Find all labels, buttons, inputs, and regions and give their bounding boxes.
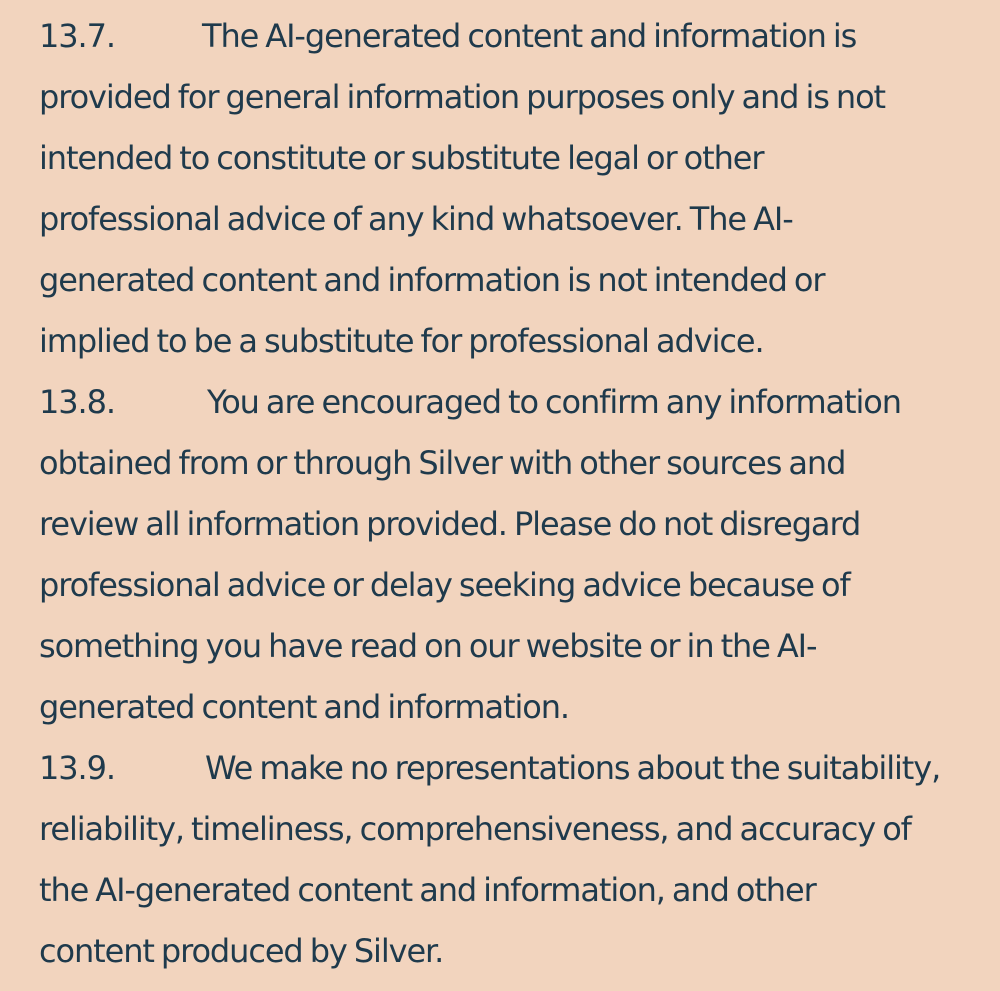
clause-text-line: provided for general information purposes only and is not [39, 78, 886, 116]
clause-text-line: intended to constitute or substitute legal or other [39, 139, 764, 177]
clause-text-line: reliability, timeliness, comprehensiveness, and accuracy of [39, 810, 911, 848]
clause-text-line: something you have read on our website or in the AI- [39, 627, 817, 665]
clause-number: 13.9. [39, 749, 115, 787]
clause-text-line: professional advice of any kind whatsoever. The AI- [39, 200, 793, 238]
clause-text-line: We make no representations about the suitability, [205, 749, 941, 787]
clause-text-line: professional advice or delay seeking advice because of [39, 566, 850, 604]
clause-text-line: generated content and information. [39, 688, 569, 726]
clause-number: 13.7. [39, 17, 115, 55]
clause-text-line: generated content and information is not intended or [39, 261, 825, 299]
clause-text-line: review all information provided. Please do not disregard [39, 505, 861, 543]
clause-text-line: implied to be a substitute for professional advice. [39, 322, 764, 360]
clause-text-line: You are encouraged to confirm any information [207, 383, 901, 421]
clause-text-line: the AI-generated content and information, and other [39, 871, 816, 909]
clause-text-line: The AI-generated content and information is [202, 17, 857, 55]
clause-text-line: content produced by Silver. [39, 932, 444, 970]
clause-number: 13.8. [39, 383, 115, 421]
clause-text-line: obtained from or through Silver with other sources and [39, 444, 846, 482]
